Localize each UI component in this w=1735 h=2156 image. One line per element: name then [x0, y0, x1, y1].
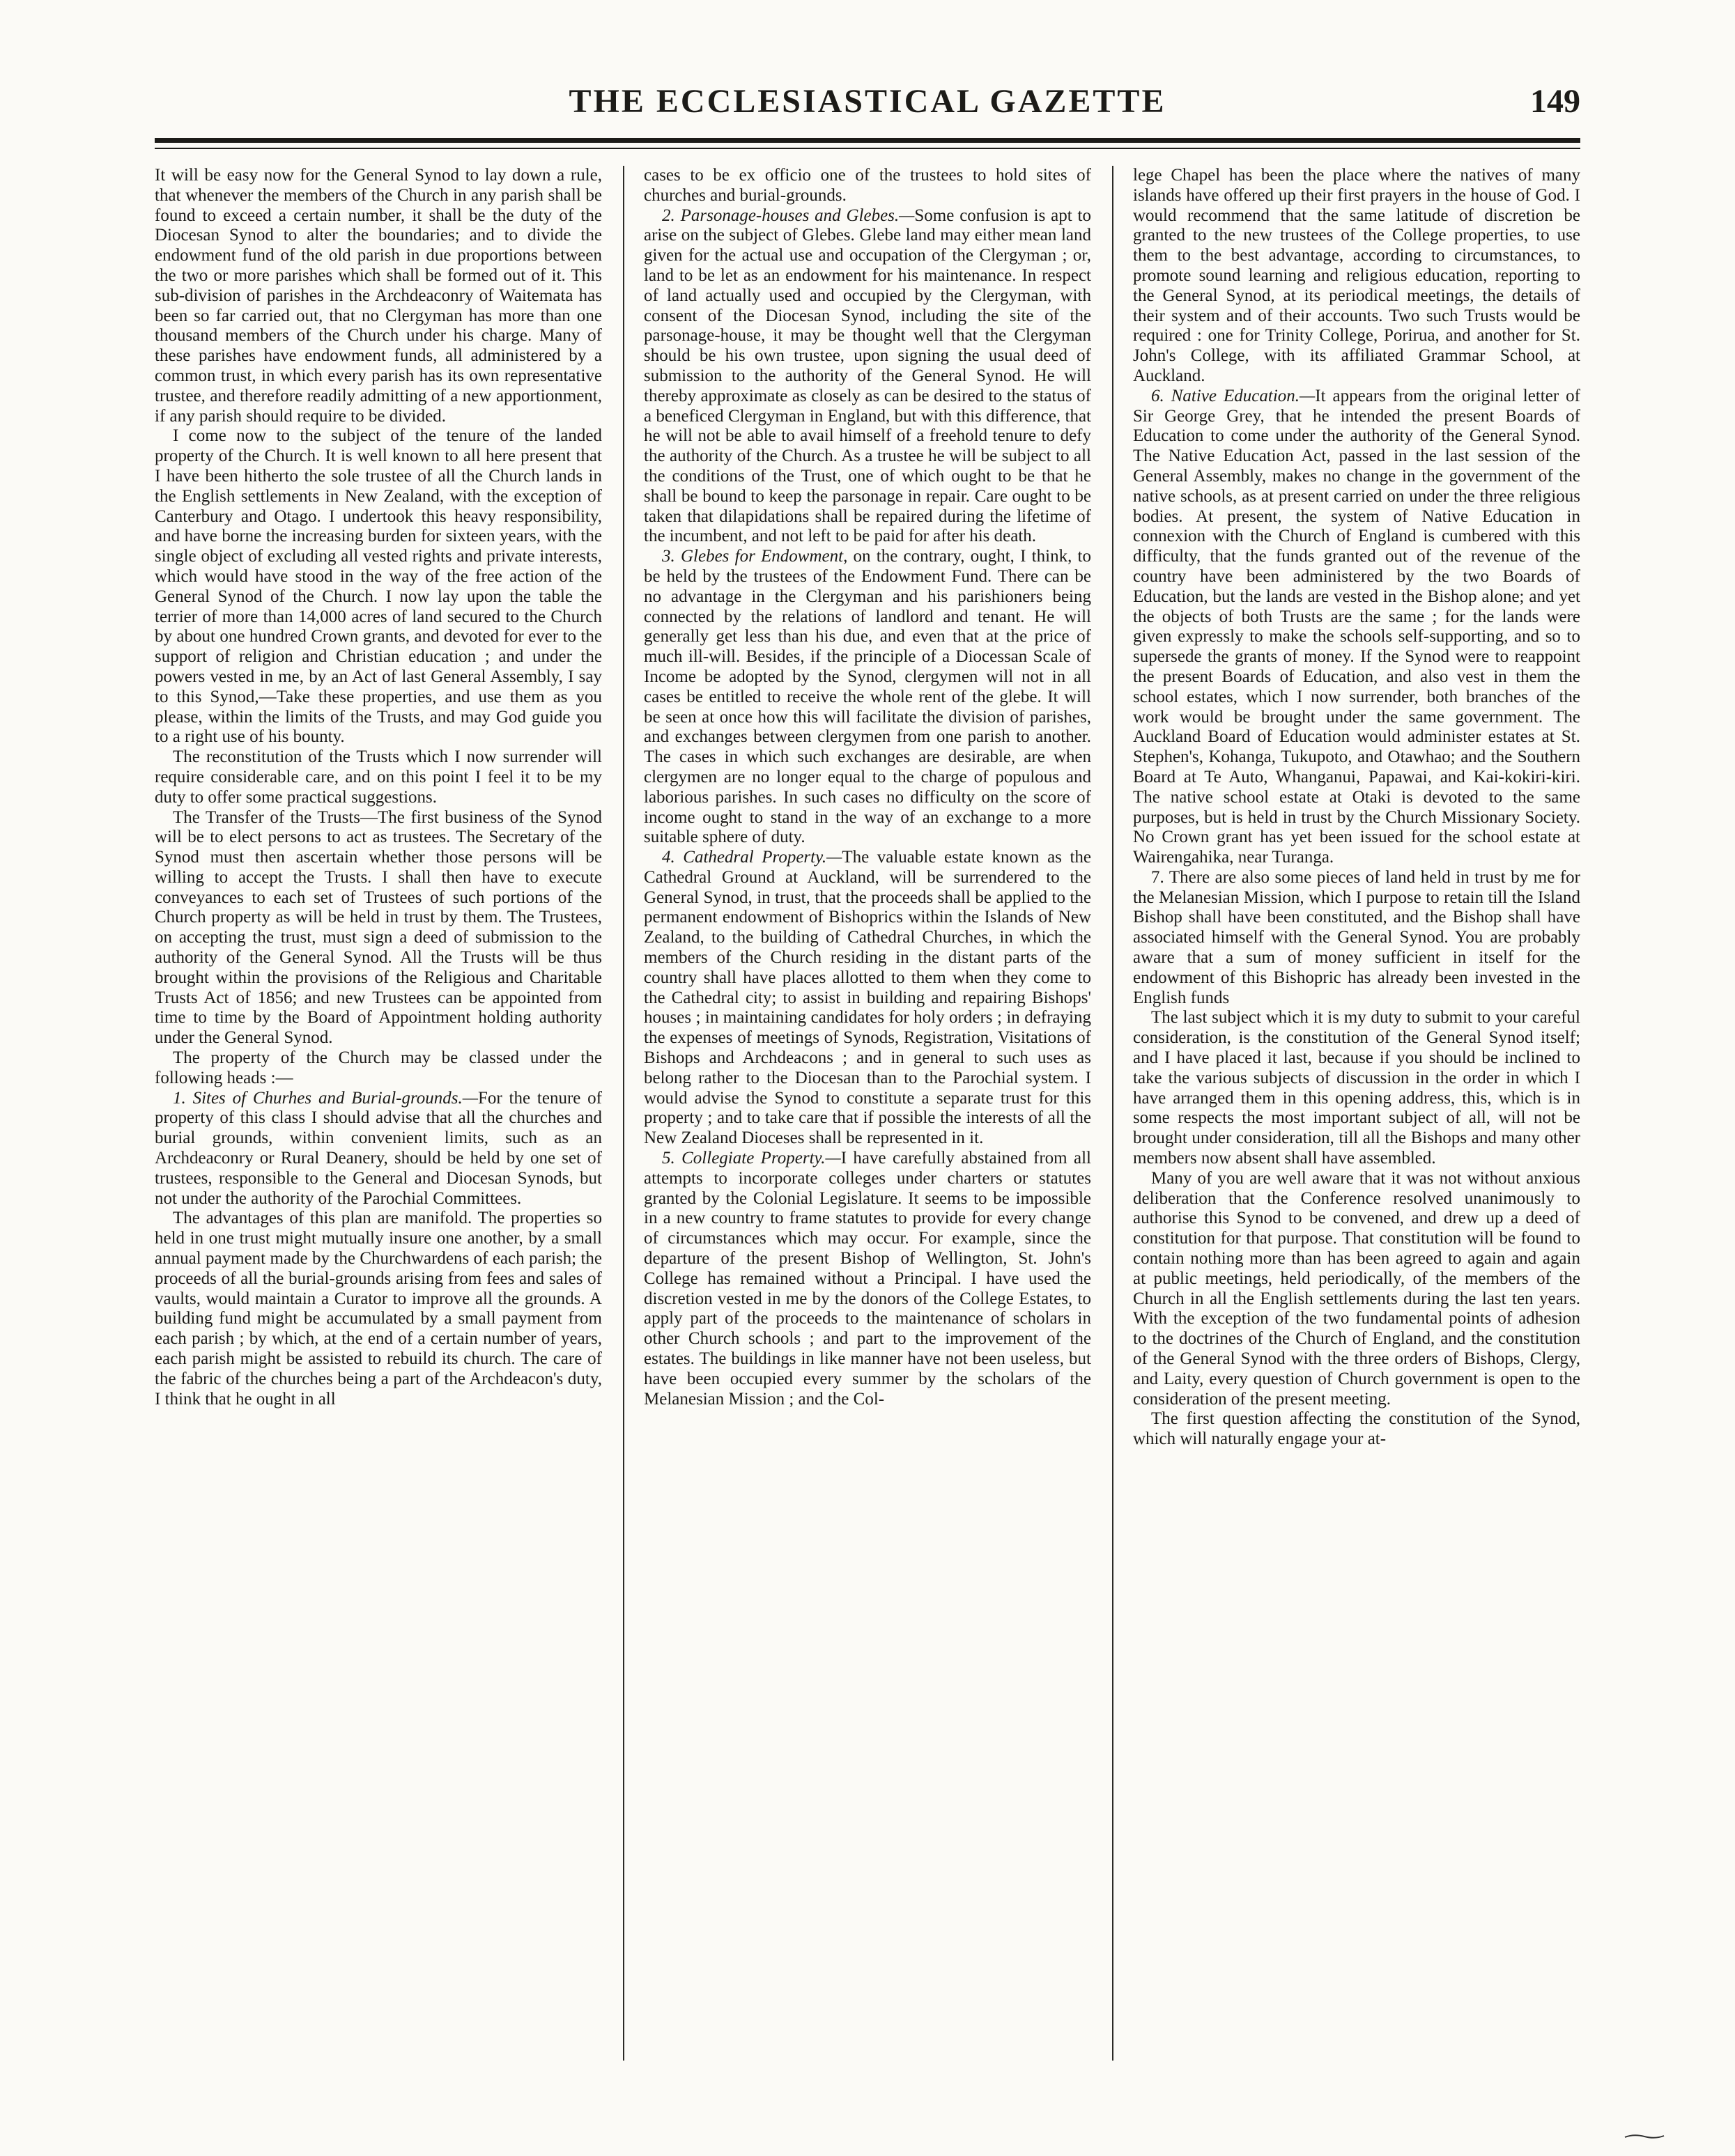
paragraph — [644, 206, 1091, 548]
paragraph: lege Chapel has been the place where the natives of many islands have offered up their first prayers in the house of God. I would recommend that the same latitude of discretion be granted to the new trustees of the College properties, to use them to the best advantage, according to circumstances, to promote sound learning and religious education, reporting to the General Synod, at its periodical meetings, the details of their system and of their accounts. Two such Trusts would be required : one for Trinity College, Porirua, and another for St. John's College, with its affiliated Grammar School, at Auckland. — [1133, 166, 1580, 385]
paragraph: I come now to the subject of the tenure of the landed property of the Church. It is well known to all here present that I have been hitherto the sole trustee of all the Church lands in the English settlements in New Zealand, with the exception of Canterbury and Otago. I undertook this heavy responsibility, and have borne the increasing burden for sixteen years, with the single object of excluding all vested rights and private interests, which would have stood in the way of the free action of the General Synod of the Church. I now lay upon the table the terrier of more than 14,000 acres of land secured to the Church by about one hundred Crown grants, and devoted for ever to the support of religion and Christian education ; and under the powers vested in me, by an Act of last General Assembly, I say to this Synod,—Take these properties, and use them as you please, within the limits of the Trusts, and may God guide you to a right use of his bounty. — [155, 426, 602, 747]
paragraph — [644, 1149, 1091, 1409]
paragraph: It will be easy now for the General Synod to lay down a rule, that whenever the members of the Church in any parish shall be found to exceed a certain number, it shall be the duty of the Diocesan Synod to alter the boundaries; and to divide the endowment fund of the old parish in due proportions between the two or more parishes which shall be formed out of it. This sub-division of parishes in the Archdeaconry of Waitemata has been so far carried out, that no Clergyman has more than one thousand members of the Church under his charge. Many of these parishes have endowment funds, all administered by a common trust, in which every parish has its own representative trustee, and therefore readily admitting of a new apportionment, if any parish should require to be divided. — [155, 166, 602, 426]
paragraph: The advantages of this plan are manifold. The properties so held in one trust might mutually insure one another, by a small annual payment made by the Churchwardens of each parish; the proceeds of all the burial-grounds arising from fees and sales of vaults, would maintain a Curator to improve all the grounds. A building fund might be accumulated by a small payment from each parish ; by which, at the end of a certain number of years, each parish might be assisted to rebuild its church. The care of the fabric of the churches being a part of the Archdeacon's duty, I think that he ought in all — [155, 1209, 602, 1409]
section-body: Some confusion is apt to arise on the subject of Glebes. Glebe land may either mean land given for the actual use and occupation of the Clergyman ; or, land to be let as an endowment for his maintenance. In respect of land actually used and occupied by the Clergyman, with consent of the Diocesan Synod, including the site of the parsonage-house, it may be thought well that the Clergyman should be his own trustee, upon signing the usual deed of submission to the authority of the General Synod. He will thereby approximate as closely as can be desired to the status of a beneficed Clergyman in England, but with this difference, that he will not be able to avail himself of a freehold tenure to defy the authority of the Church. As a trustee he will be subject to all the conditions of the Trust, one of which ought to be that he shall be bound to keep the parsonage in repair. Care ought to be taken that dilapidations shall be repaired during the lifetime of the incumbent, and not left to be paid for after his death. — [644, 205, 1091, 546]
paragraph: The property of the Church may be classed under the following heads :— — [155, 1048, 602, 1087]
journal-title: THE ECCLESIASTICAL GAZETTE — [569, 83, 1166, 120]
section-body: I have carefully abstained from all attempts to incorporate colleges under charters or statutes granted by the Colonial Legislature. It seems to be impossible in a new country to frame statutes to provide for every change of circumstances which may occur. For example, since the departure of the present Bishop of Wellington, St. John's College has remained without a Principal. I have used the discretion vested in me by the donors of the College Estates, to apply part of the proceeds to the maintenance of scholars in other Church schools ; and part to the improvement of the estates. The buildings in like manner have not been useless, but have been occupied every summer by the scholars of the Melanesian Mission ; and the Col- — [644, 1149, 1091, 1409]
paragraph: The reconstitution of the Trusts which I now surrender will require considerable care, and on this point I feel it to be my duty to offer some practical suggestions. — [155, 747, 602, 807]
page-number: 149 — [1530, 83, 1580, 120]
section-title: 5. Collegiate Property.— — [662, 1149, 841, 1168]
paragraph: The last subject which it is my duty to submit to your careful consideration, is the constitution of the General Synod itself; and I have placed it last, because if you should be inclined to take the various subjects of discussion in the order in which I have arranged them in this opening address, this, which is in some respects the most important subject of all, will not be brought under consideration, till all the Bishops and many other members now absent shall have assembled. — [1133, 1008, 1580, 1168]
paragraph: Many of you are well aware that it was not without anxious deliberation that the Conference resolved unanimously to authorise this Synod to be convened, and drew up a deed of constitution for that purpose. That constitution will be found to contain nothing more than has been agreed to again and again at public meetings, held periodically, of the members of the Church in all the English settlements during the last ten years. With the exception of the two fundamental points of adhesion to the doctrines of the Church of England, and the constitution of the General Synod with the three orders of Bishops, Clergy, and Laity, every question of Church government is open to the consideration of the present meeting. — [1133, 1168, 1580, 1409]
section-body: For the tenure of property of this class I should advise that all the churches and burial grounds, within convenient limits, such as an Archdeaconry or Rural Deanery, should be held by one set of trustees, responsible to the General and Diocesan Synods, but not under the authority of the Parochial Committees. — [155, 1088, 602, 1208]
header-rule-thick — [155, 138, 1580, 143]
section-title: 6. Native Education.— — [1151, 386, 1316, 405]
printer-mark-icon — [1624, 2133, 1665, 2140]
paragraph — [155, 1089, 602, 1209]
section-body: It appears from the original letter of Sir George Grey, that he intended the present Boards of Education to come under the authority of the General Synod. The Native Education Act, passed in the last session of the General Assembly, makes no change in the government of the native schools, as at present carried on under the three religious bodies. At present, the system of Native Education in connexion with the Church of England is cumbered with this difficulty, that the funds granted out of the revenue of the country have been administered by the two Boards of Education, but the lands are vested in the Bishop alone; and yet the objects of both Trusts are the same ; for the lands were given expressly to make the schools self-supporting, and so to supersede the grants of money. If the Synod were to reappoint the present Boards of Education, and also vest in them the school estates, which I now surrender, both branches of the work would be brought under the same government. The Auckland Board of Education would administer estates at St. Stephen's, Kohanga, Tukupoto, and Otawhao; and the Southern Board at Te Auto, Whanganui, Papawai, and Kai-kokiri-kiri. The native school estate at Otaki is devoted to the same purposes, but is held in trust by the Church Missionary Society. No Crown grant has yet been issued for the school estate at Wairengahika, near Turanga. — [1133, 386, 1580, 867]
article-columns — [155, 166, 1580, 2061]
paragraph: The first question affecting the constitution of the Synod, which will naturally engage your at- — [1133, 1409, 1580, 1449]
paragraph — [644, 547, 1091, 848]
section-title: 4. Cathedral Property.— — [662, 848, 842, 867]
paragraph: cases to be ex officio one of the trustees to hold sites of churches and burial-grounds. — [644, 166, 1091, 205]
column-right — [1133, 166, 1580, 2061]
page-header — [155, 82, 1580, 131]
paragraph: 7. There are also some pieces of land held in trust by me for the Melanesian Mission, which I purpose to retain till the Island Bishop shall have been constituted, and the Bishop shall have associated himself with the General Synod. You are probably aware that a sum of money sufficient in itself for the endowment of this Bishopric has already been invested in the English funds — [1133, 867, 1580, 1007]
paragraph: The Transfer of the Trusts—The first business of the Synod will be to elect persons to act as trustees. The Secretary of the Synod must then ascertain whether those persons will be willing to accept the Trusts. I shall then have to execute conveyances to each set of Trustees of such portions of the Church property as will be held in trust by them. The Trustees, on accepting the trust, must sign a deed of submission to the authority of the General Synod. All the Trusts will be thus brought within the provisions of the Religious and Charitable Trusts Act of 1856; and new Trustees can be appointed from time to time by the Board of Appointment holding authority under the General Synod. — [155, 807, 602, 1048]
column-left — [155, 166, 602, 2061]
section-title: 2. Parsonage-houses and Glebes.— — [662, 205, 915, 225]
section-title: 1. Sites of Churhes and Burial-grounds.— — [173, 1088, 478, 1108]
section-body: on the contrary, ought, I think, to be held by the trustees of the Endowment Fund. There can be no advantage in the Clergyman and his parishioners being connected by the relations of landlord and tenant. He will generally get less than his due, and even that at the price of much ill-will. Besides, if the principle of a Diocessan Scale of Income be adopted by the Synod, clergymen will not in all cases be entitled to receive the whole rent of the glebe. It will be seen at once how this will facilitate the division of parishes, and exchanges between clergymen from one parish to another. The cases in which such exchanges are desirable, are when clergymen are no longer equal to the charge of populous and laborious parishes. In such cases no difficulty on the score of income ought to stand in the way of an exchange to a more suitable sphere of duty. — [644, 547, 1091, 847]
section-title: 3. Glebes for Endowment, — [662, 547, 848, 566]
column-middle — [644, 166, 1091, 2061]
header-rule-thin — [155, 148, 1580, 149]
section-body: The valuable estate known as the Cathedral Ground at Auckland, will be surrendered to the General Synod, in trust, that the proceeds shall be applied to the permanent endowment of Bishoprics within the Islands of New Zealand, to the building of Cathedral Churches, in which the members of the Church residing in the distant parts of the country shall have places allotted to them when they come to the Cathedral city; to assist in building and repairing Bishops' houses ; in maintaining candidates for holy orders ; in defraying the expenses of meetings of Synods, Registration, Visitations of Bishops and Archdeacons ; and in general to such uses as belong rather to the Diocesan than to the Parochial system. I would advise the Synod to constitute a separate trust for this property ; and to take care that if possible the interests of all the New Zealand Dioceses shall be represented in it. — [644, 848, 1091, 1148]
paragraph — [1133, 387, 1580, 868]
paragraph — [644, 848, 1091, 1149]
